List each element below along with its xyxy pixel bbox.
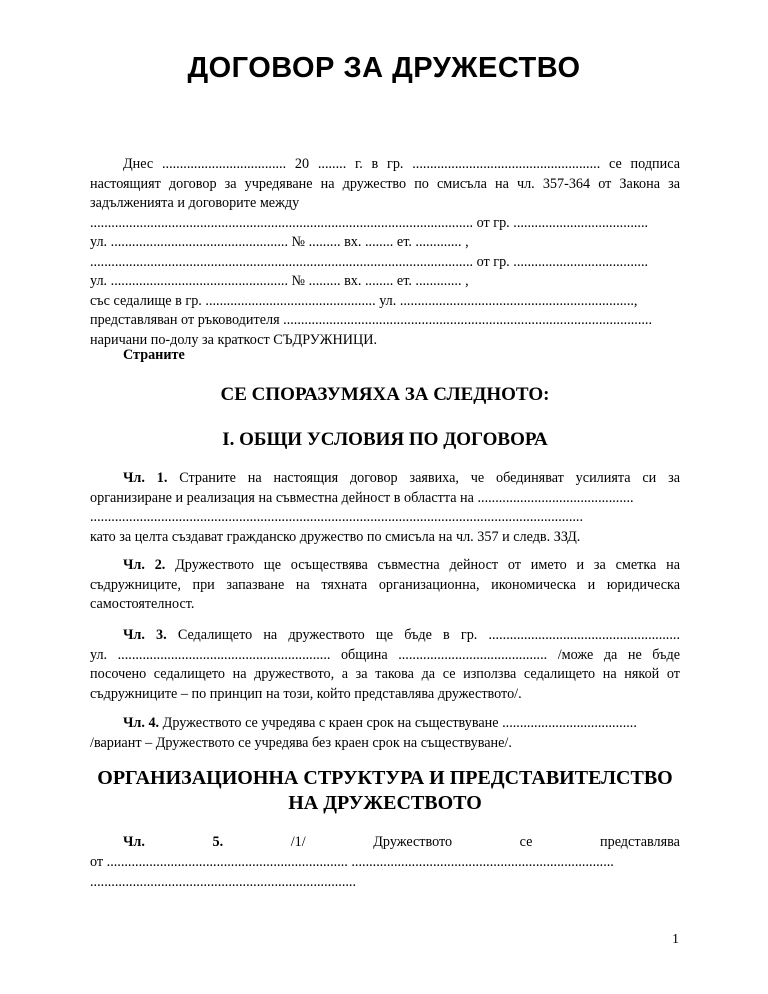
intro-line-1: Днес ................................... 20 ........ г. в гр. ..................................................... се подписа [123, 156, 680, 172]
article-3 [90, 626, 680, 704]
article-2-text: Дружеството ще осъществява съвместна дейност от името и за сметка на съдружниците, при запазване на тяхната организационна, икономическа и юридическа самостоятелност. [90, 557, 680, 612]
article-5-number: 5. [212, 834, 224, 850]
intro-line-8: със седалище в гр. ................................................ ул. .................................................................., [90, 292, 638, 309]
article-3-line-3: посочено седалището на дружеството, а за такова да се използва седалището на някой от [90, 666, 680, 682]
article-2-label: Чл. 2. [123, 557, 166, 573]
intro-line-5: ул. .................................................. № ......... вх. ........ ет. ............. , [90, 234, 469, 250]
intro-line-6: ............................................................................................................ от гр. ...................................... [90, 253, 649, 270]
parties-label-block [90, 346, 680, 366]
article-5-rest [90, 853, 680, 892]
article-1-line-4: като за целта създават гражданско дружество по смисъла на чл. 357 и следв. ЗЗД. [90, 528, 581, 545]
article-2 [90, 556, 680, 615]
article-5-word-3: представлява [600, 834, 680, 850]
section2-heading-line-2: НА ДРУЖЕСТВОТО [288, 792, 482, 814]
intro-line-9: представляван от ръководителя ........................................................................................................ [90, 312, 653, 328]
section2-heading-line-1: ОРГАНИЗАЦИОННА СТРУКТУРА И ПРЕДСТАВИТЕЛСТВО [97, 767, 673, 789]
article-4-text-1: Дружеството се учредява с краен срок на съществуване ...................................... [162, 715, 637, 731]
page-number: 1 [672, 932, 679, 947]
article-1-label: Чл. 1. [123, 470, 168, 486]
intro-block [90, 155, 680, 350]
agreed-heading: СЕ СПОРАЗУМЯХА ЗА СЛЕДНОТО: [220, 384, 550, 405]
section1-heading: І. ОБЩИ УСЛОВИЯ ПО ДОГОВОРА [222, 429, 548, 450]
article-1-line-1 [90, 469, 680, 489]
article-1 [90, 469, 680, 547]
article-3-line-4: съдружниците – по принцип на този, който представлява дружеството/. [90, 685, 522, 702]
article-5-line-1 [90, 834, 680, 851]
intro-line-4: ............................................................................................................ от гр. ...................................... [90, 214, 649, 231]
article-3-text-1: Седалището на дружеството ще бъде в гр. ...................................................... [177, 627, 680, 643]
article-4-line-2: /вариант – Дружеството се учредява без краен срок на съществуване/. [90, 734, 512, 751]
intro-line-2: настоящият договор за учредяване на дружество по смисъла на чл. 357-364 от Закона за [90, 175, 680, 192]
section2-heading [90, 766, 680, 816]
intro-line-10: наричани по-долу за краткост СЪДРУЖНИЦИ. [90, 331, 378, 348]
article-1-line-3: ........................................................................................................................................... [90, 509, 584, 525]
intro-line-7: ул. .................................................. № ......... вх. ........ ет. ............. , [90, 273, 469, 289]
article-4-line-1 [90, 714, 680, 734]
article-5-word-2: се [519, 834, 533, 850]
article-4-label: Чл. 4. [123, 715, 160, 731]
article-3-line-2: ул. ............................................................ община .......................................... /може да не бъде [90, 646, 680, 663]
article-4 [90, 714, 680, 753]
article-5-label: Чл. [123, 834, 145, 850]
article-5-line-3: ........................................................................... [90, 873, 357, 890]
article-5-word-1: Дружеството [373, 834, 453, 850]
article-3-label: Чл. 3. [123, 627, 167, 643]
document-title: ДОГОВОР ЗА ДРУЖЕСТВО [187, 52, 581, 84]
article-5-sub: /1/ [290, 834, 306, 850]
article-5-line-2: от .................................................................... .......................................................................... [90, 854, 614, 870]
article-1-text-1: Страните на настоящия договор заявиха, че обединяват усилията си за [179, 470, 680, 486]
article-1-line-2: организиране и реализация на съвместна дейност в областта на ............................................ [90, 489, 634, 506]
intro-line-3: задълженията и договорите между [90, 195, 300, 211]
parties-label: Страните [123, 347, 185, 363]
article-3-line-1 [90, 626, 680, 646]
